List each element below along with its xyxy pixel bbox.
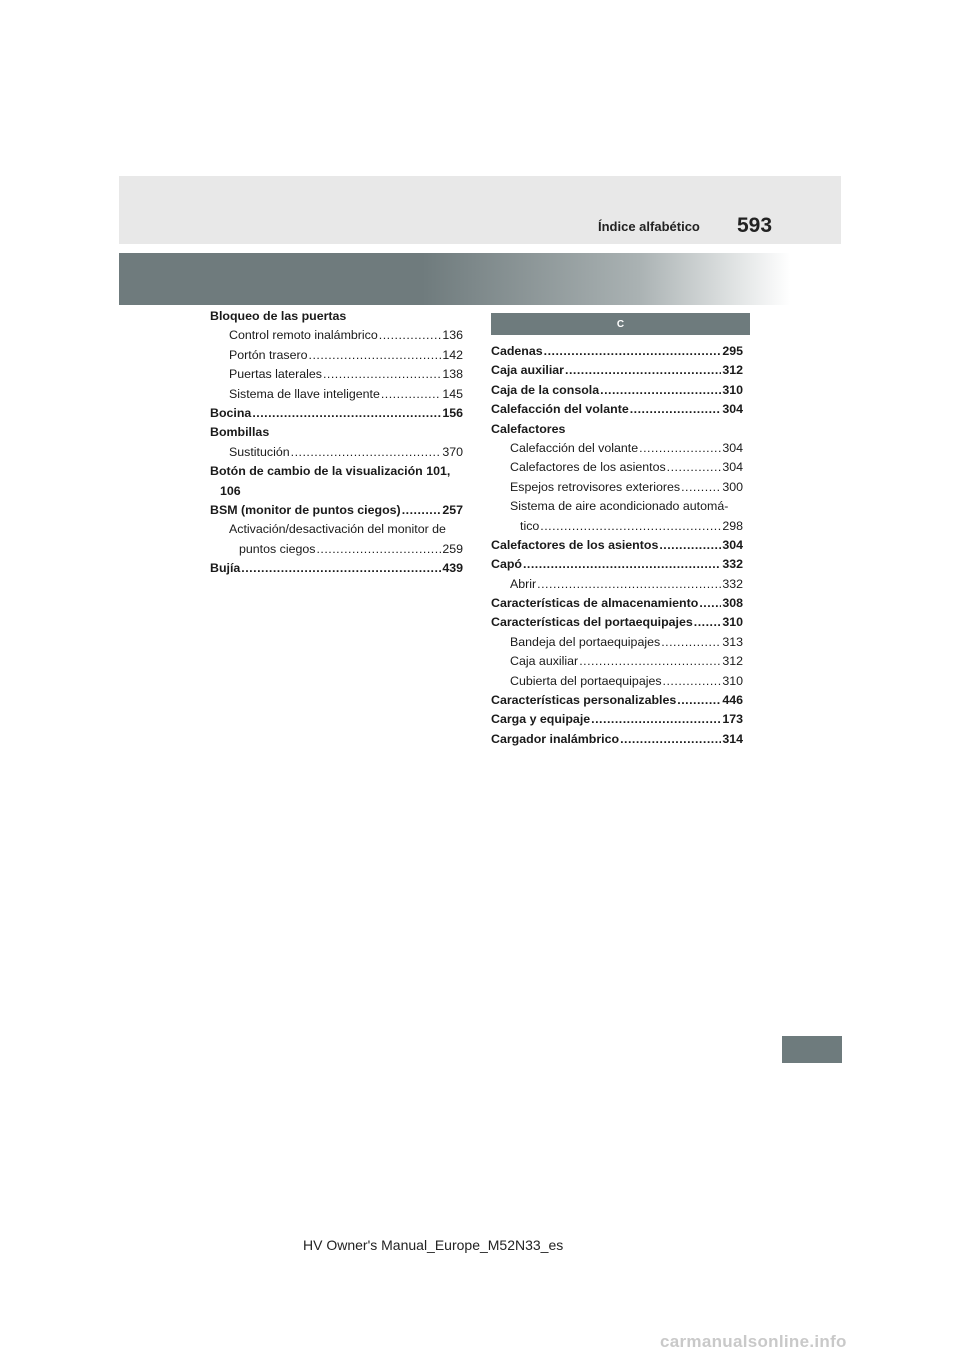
index-entry-label: Características personalizables bbox=[491, 693, 677, 708]
dot-leader bbox=[620, 730, 721, 749]
index-entry bbox=[210, 307, 463, 326]
index-entry bbox=[491, 458, 743, 477]
index-entry-label: Portón trasero bbox=[229, 347, 308, 362]
index-entry-page[interactable]: 332 bbox=[722, 557, 743, 572]
index-entry bbox=[491, 594, 743, 613]
index-entry-label: Sistema de aire acondicionado automá- bbox=[510, 499, 729, 514]
index-entry bbox=[210, 326, 463, 345]
index-entry-label: Caja auxiliar bbox=[510, 654, 579, 669]
index-entry-page[interactable]: 332 bbox=[722, 576, 743, 591]
index-entry-label: Cargador inalámbrico bbox=[491, 731, 620, 746]
index-entry bbox=[491, 536, 743, 555]
index-entry-label: Puertas laterales bbox=[229, 367, 322, 382]
dot-leader bbox=[291, 443, 442, 462]
index-entry-label: Caja de la consola bbox=[491, 382, 600, 397]
index-entry-page[interactable]: 173 bbox=[722, 712, 743, 727]
index-entry-page[interactable]: 312 bbox=[722, 654, 743, 669]
index-entry-label: Bujía bbox=[210, 561, 241, 576]
index-entry-label: Bocina bbox=[210, 405, 252, 420]
index-entry-label: Calefactores bbox=[491, 421, 566, 436]
index-entry bbox=[210, 559, 463, 578]
index-entry-label: Características de almacenamiento bbox=[491, 596, 699, 611]
index-entry bbox=[491, 730, 743, 749]
dot-leader bbox=[537, 575, 721, 594]
index-entry bbox=[210, 540, 463, 559]
index-entry-page[interactable]: 304 bbox=[722, 402, 743, 417]
index-entry-label: Abrir bbox=[510, 576, 537, 591]
index-entry bbox=[210, 423, 463, 442]
dot-leader bbox=[681, 478, 721, 497]
index-entry-page[interactable]: 304 bbox=[722, 440, 743, 455]
index-entry-label: puntos ciegos bbox=[239, 541, 316, 556]
index-entry-page[interactable]: 145 bbox=[442, 386, 463, 401]
index-entry-page[interactable]: 138 bbox=[442, 367, 463, 382]
letter-section-header bbox=[491, 313, 750, 335]
index-column-right bbox=[491, 342, 743, 749]
index-entry bbox=[491, 478, 743, 497]
dot-leader bbox=[699, 594, 721, 613]
dot-leader bbox=[667, 458, 722, 477]
index-entry bbox=[491, 710, 743, 729]
dot-leader bbox=[661, 633, 721, 652]
index-entry-page[interactable]: 313 bbox=[722, 634, 743, 649]
index-entry-label: Bombillas bbox=[210, 425, 270, 440]
index-entry bbox=[491, 652, 743, 671]
index-entry-label: Bandeja del portaequipajes bbox=[510, 634, 661, 649]
index-entry-label: Botón de cambio de la visualización 101, bbox=[210, 464, 451, 479]
dot-leader bbox=[379, 326, 442, 345]
index-entry-label: Control remoto inalámbrico bbox=[229, 328, 378, 343]
index-entry-page[interactable]: 439 bbox=[442, 561, 463, 576]
index-entry-page[interactable]: 259 bbox=[442, 541, 463, 556]
dot-leader bbox=[241, 559, 441, 578]
dot-leader bbox=[316, 540, 441, 559]
index-entry bbox=[491, 633, 743, 652]
index-entry bbox=[491, 342, 743, 361]
index-entry bbox=[210, 462, 463, 481]
index-entry-label: tico bbox=[520, 518, 540, 533]
index-entry-label: Calefacción del volante bbox=[510, 440, 639, 455]
index-entry-page[interactable]: 298 bbox=[722, 518, 743, 533]
dot-leader bbox=[323, 365, 441, 384]
index-entry-page[interactable]: 370 bbox=[442, 444, 463, 459]
index-entry-page[interactable]: 310 bbox=[722, 615, 743, 630]
index-entry bbox=[491, 400, 743, 419]
index-entry-label: Características del portaequipajes bbox=[491, 615, 693, 630]
index-entry-label: Activación/desactivación del monitor de bbox=[229, 522, 446, 537]
index-entry bbox=[491, 575, 743, 594]
thumb-tab-marker bbox=[782, 1036, 842, 1063]
section-title: Índice alfabético bbox=[598, 219, 700, 234]
index-entry-page[interactable]: 257 bbox=[442, 502, 463, 517]
dot-leader bbox=[523, 555, 721, 574]
dot-leader bbox=[540, 517, 721, 536]
dot-leader bbox=[663, 672, 722, 691]
index-entry-label: Cadenas bbox=[491, 344, 543, 358]
index-entry bbox=[491, 691, 743, 710]
index-entry-label: Calefacción del volante bbox=[491, 402, 629, 417]
index-entry bbox=[210, 346, 463, 365]
dot-leader bbox=[252, 404, 441, 423]
dot-leader bbox=[677, 691, 721, 710]
index-entry-label: Sistema de llave inteligente bbox=[229, 386, 380, 401]
header-band bbox=[119, 176, 841, 244]
index-entry-page[interactable]: 304 bbox=[722, 460, 743, 475]
index-entry bbox=[491, 613, 743, 632]
index-entry bbox=[210, 520, 463, 539]
index-entry-label: Carga y equipaje bbox=[491, 712, 591, 727]
index-entry-label: Espejos retrovisores exteriores bbox=[510, 479, 681, 494]
index-entry-page[interactable]: 308 bbox=[722, 596, 743, 611]
dot-leader bbox=[600, 381, 721, 400]
index-entry-page[interactable]: 310 bbox=[722, 673, 743, 688]
index-entry-page[interactable]: 314 bbox=[722, 731, 743, 746]
index-entry bbox=[210, 404, 463, 423]
index-entry-page[interactable]: 295 bbox=[722, 344, 743, 358]
index-entry-page[interactable]: 136 bbox=[442, 328, 463, 343]
index-entry bbox=[210, 482, 463, 501]
dot-leader bbox=[402, 501, 442, 520]
index-entry bbox=[210, 443, 463, 462]
index-entry-page[interactable]: 446 bbox=[722, 693, 743, 708]
index-entry bbox=[491, 420, 743, 439]
dot-leader bbox=[381, 385, 441, 404]
index-entry bbox=[210, 501, 463, 520]
dot-leader bbox=[565, 361, 721, 380]
watermark: carmanualsonline.info bbox=[660, 1332, 847, 1351]
index-entry-label: Cubierta del portaequipajes bbox=[510, 673, 662, 688]
index-entry-label: Calefactores de los asientos bbox=[510, 460, 666, 475]
dot-leader bbox=[544, 342, 722, 361]
page-number: 593 bbox=[737, 214, 773, 237]
index-entry-page[interactable]: 300 bbox=[722, 479, 743, 494]
dot-leader bbox=[639, 439, 721, 458]
index-entry-page[interactable]: 304 bbox=[722, 537, 743, 552]
index-entry bbox=[491, 672, 743, 691]
footer-manual-id: HV Owner's Manual_Europe_M52N33_es bbox=[303, 1237, 564, 1253]
dot-leader bbox=[694, 613, 722, 632]
index-entry bbox=[210, 385, 463, 404]
index-entry bbox=[210, 365, 463, 384]
index-entry bbox=[491, 439, 743, 458]
index-entry bbox=[491, 381, 743, 400]
dot-leader bbox=[630, 400, 722, 419]
index-entry-label: Caja auxiliar bbox=[491, 363, 565, 378]
index-entry-label: Calefactores de los asientos bbox=[491, 537, 659, 552]
index-entry-page[interactable]: 312 bbox=[722, 363, 743, 378]
dot-leader bbox=[309, 346, 442, 365]
index-entry-label: Capó bbox=[491, 557, 522, 572]
index-entry bbox=[491, 555, 743, 574]
dot-leader bbox=[591, 710, 721, 729]
index-entry-page[interactable]: 310 bbox=[722, 382, 743, 397]
index-entry bbox=[491, 517, 743, 536]
index-entry-label: Sustitución bbox=[229, 444, 290, 459]
index-entry bbox=[491, 361, 743, 380]
index-entry-page[interactable]: 142 bbox=[442, 347, 463, 362]
index-entry-label: 106 bbox=[220, 483, 241, 498]
index-entry-page[interactable]: 156 bbox=[442, 405, 463, 420]
index-entry bbox=[491, 497, 743, 516]
dot-leader bbox=[659, 536, 721, 555]
index-entry-label: Bloqueo de las puertas bbox=[210, 309, 347, 323]
dot-leader bbox=[579, 652, 721, 671]
letter-section-label: C bbox=[616, 318, 625, 330]
index-column-left bbox=[210, 307, 463, 578]
decorative-gradient-bar bbox=[119, 253, 841, 305]
index-entry-label: BSM (monitor de puntos ciegos) bbox=[210, 502, 401, 517]
